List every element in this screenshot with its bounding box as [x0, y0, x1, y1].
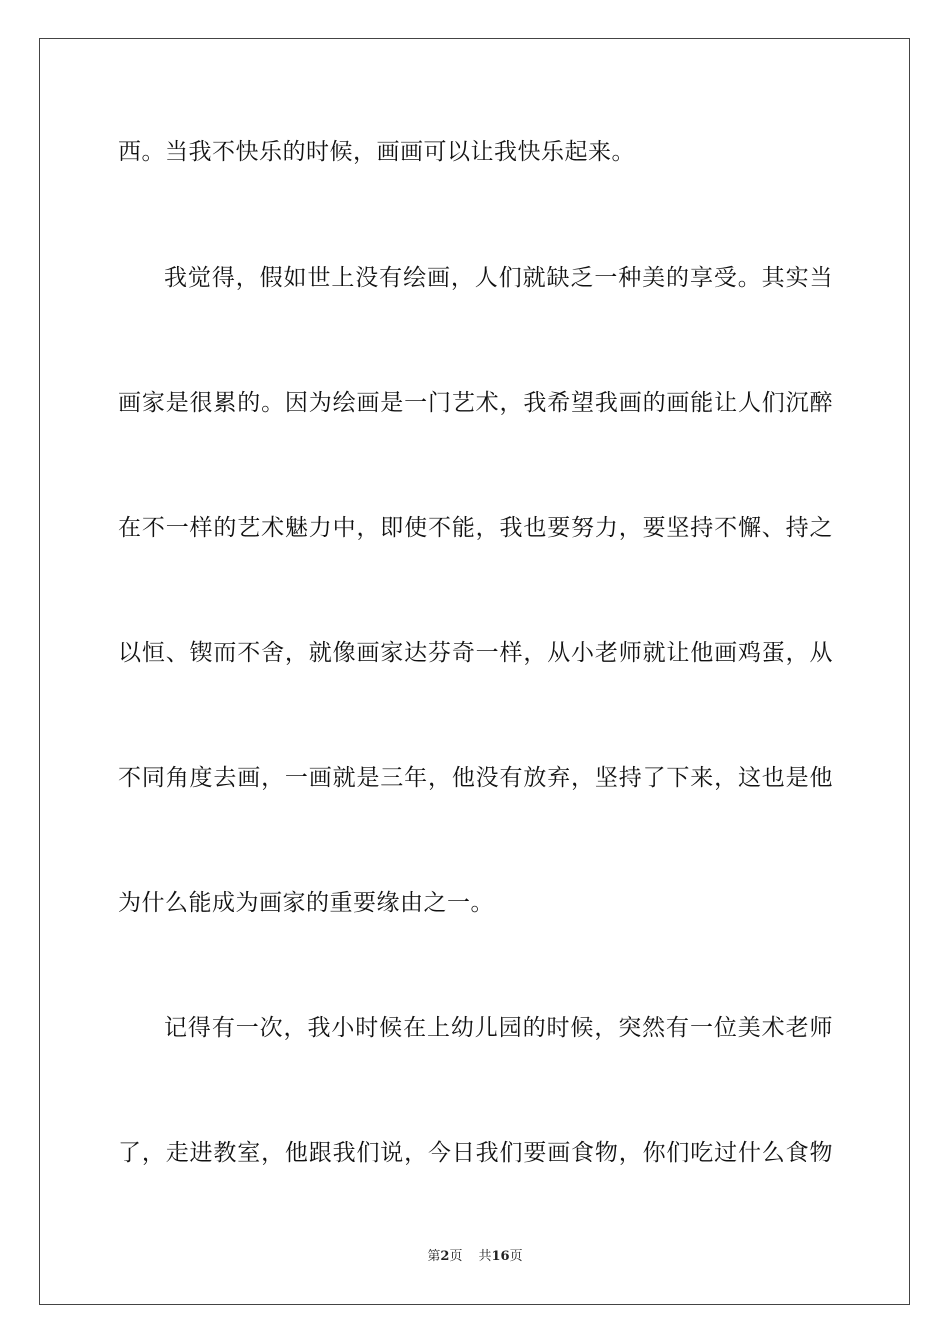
text-line: 画家是很累的。因为绘画是一门艺术，我希望我画的画能让人们沉醉	[118, 390, 833, 416]
page-suffix: 页	[449, 1249, 463, 1264]
text-line: 我觉得，假如世上没有绘画，人们就缺乏一种美的享受。其实当	[164, 265, 833, 291]
text-line: 在不一样的艺术魅力中，即使不能，我也要努力，要坚持不懈、持之	[118, 515, 833, 541]
text-line: 记得有一次，我小时候在上幼儿园的时候，突然有一位美术老师	[164, 1015, 833, 1041]
total-prefix: 共	[478, 1249, 492, 1264]
total-suffix: 页	[509, 1249, 523, 1264]
page-number: 2	[440, 1249, 450, 1264]
text-line: 不同角度去画，一画就是三年，他没有放弃，坚持了下来，这也是他	[118, 765, 833, 791]
text-line: 为什么能成为画家的重要缘由之一。	[118, 890, 494, 916]
page-footer	[0, 1248, 950, 1266]
page-prefix: 第	[427, 1249, 441, 1264]
text-line: 了，走进教室，他跟我们说，今日我们要画食物，你们吃过什么食物	[118, 1140, 833, 1166]
text-line: 以恒、锲而不舍，就像画家达芬奇一样，从小老师就让他画鸡蛋，从	[118, 640, 833, 666]
text-line: 西。当我不快乐的时候，画画可以让我快乐起来。	[118, 139, 635, 165]
page-border	[39, 38, 910, 1305]
total-pages: 16	[491, 1249, 510, 1264]
